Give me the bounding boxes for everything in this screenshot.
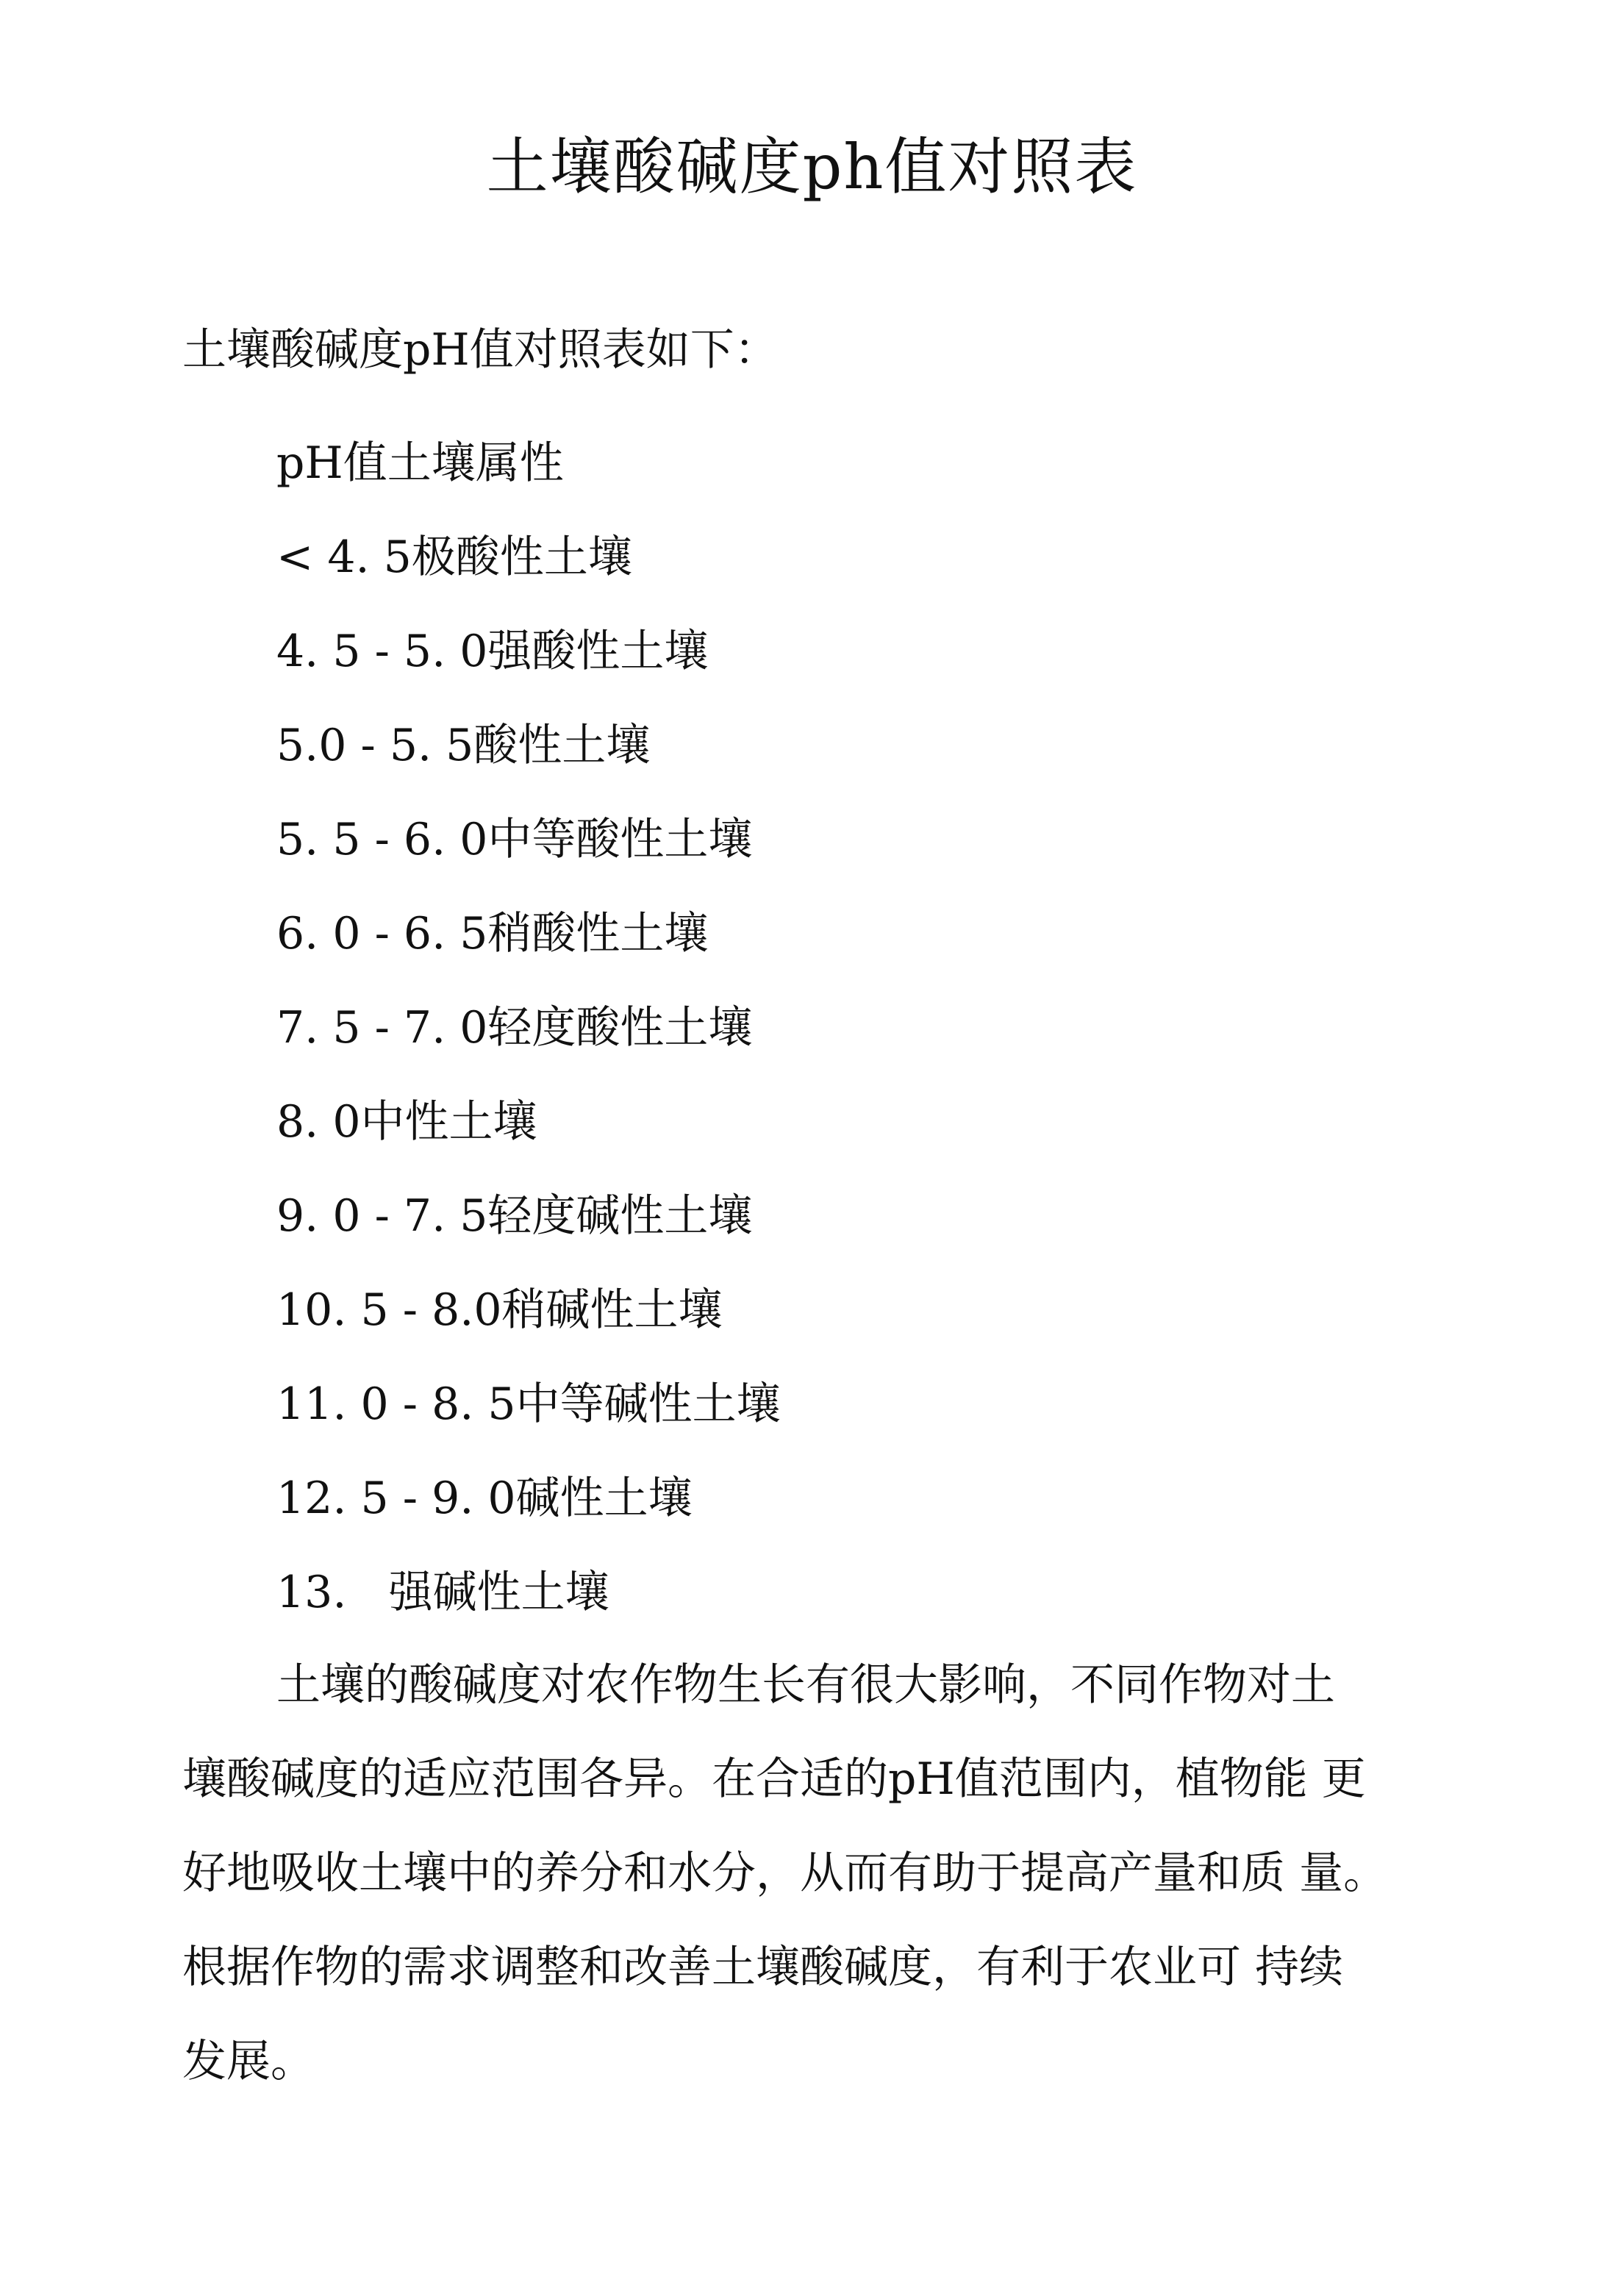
ph-table-row: 4. 5 - 5. 0强酸性土壤 <box>276 626 709 677</box>
ph-table-row: 6. 0 - 6. 5稍酸性土壤 <box>276 908 709 959</box>
ph-table-header: pH值土壤属性 <box>276 437 564 489</box>
ph-table-row: 5.0 - 5. 5酸性土壤 <box>276 720 651 771</box>
ph-table-list <box>276 416 781 1639</box>
ph-table-row: 5. 5 - 6. 0中等酸性土壤 <box>276 814 753 865</box>
paragraph-line: 土壤的酸碱度对农作物生长有很大影响，不同作物对土 <box>276 1659 1335 1711</box>
ph-table-row: 13. 强碱性土壤 <box>276 1567 609 1618</box>
document-title: 土壤酸碱度ph值对照表 <box>486 131 1138 203</box>
ph-table-row: 7. 5 - 7. 0轻度酸性土壤 <box>276 1002 753 1054</box>
ph-table-row: < 4. 5极酸性土壤 <box>276 532 632 583</box>
ph-table-row: 11. 0 - 8. 5中等碱性土壤 <box>276 1378 781 1430</box>
ph-table-row: 9. 0 - 7. 5轻度碱性土壤 <box>276 1190 753 1242</box>
intro-text: 土壤酸碱度pH值对照表如下： <box>182 324 779 376</box>
ph-table-row: 8. 0中性土壤 <box>276 1096 537 1148</box>
ph-table-row: 10. 5 - 8.0稍碱性土壤 <box>276 1284 723 1336</box>
ph-table-row: 12. 5 - 9. 0碱性土壤 <box>276 1473 693 1524</box>
paragraph-line: 好地吸收土壤中的养分和水分，从而有助于提高产量和质 量。 <box>182 1848 1388 1899</box>
paragraph-line: 壤酸碱度的适应范围各异。在合适的pH值范围内，植物能 更 <box>182 1753 1366 1805</box>
body-paragraph <box>182 1638 1462 2109</box>
paragraph-line: 根据作物的需求调整和改善土壤酸碱度，有利于农业可 持续 <box>182 1942 1344 1993</box>
paragraph-line: 发展。 <box>182 2036 315 2087</box>
